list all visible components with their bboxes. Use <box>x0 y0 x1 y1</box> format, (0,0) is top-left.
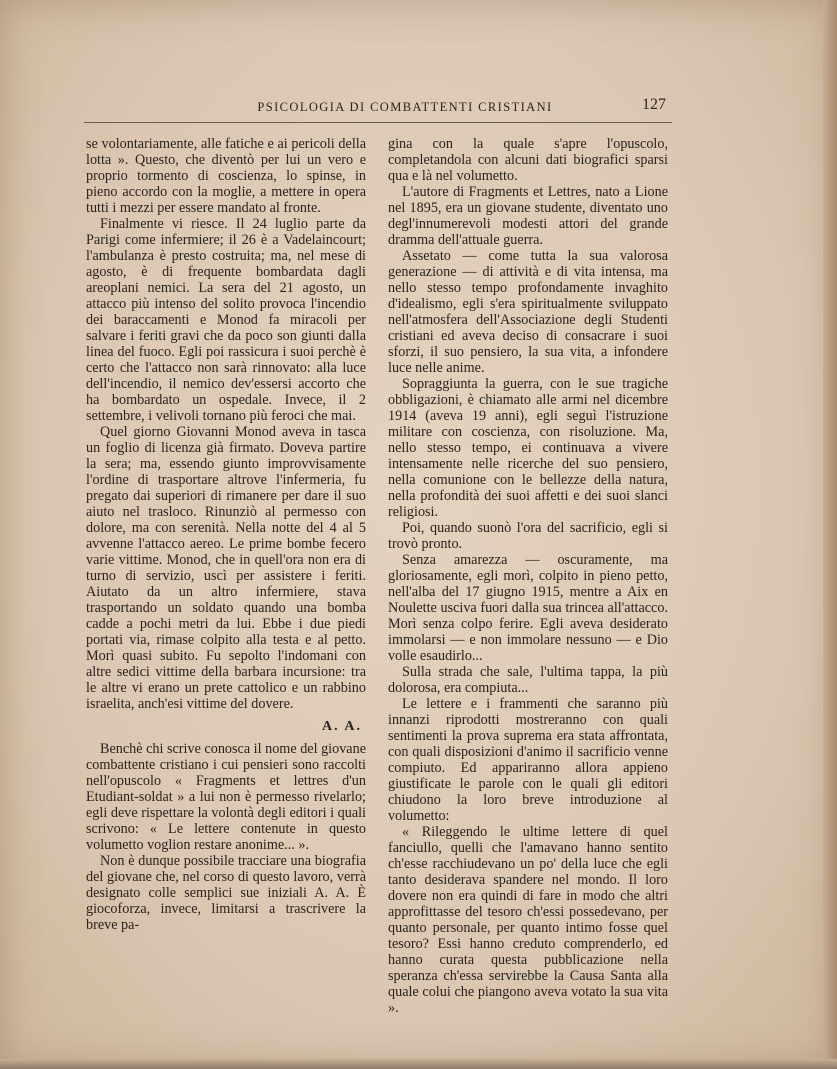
author-initials: A. A. <box>322 719 362 734</box>
paragraph: se volontariamente, alle fatiche e ai pericoli della lotta ». Questo, che diventò per lui un vero e proprio tormento di coscienza, lo spinse, in pieno accordo con la moglie, a mettere in opera tutti i mezzi per essere mandato al fronte. <box>86 136 366 216</box>
page-edge-right <box>823 0 837 1069</box>
header-rule <box>84 122 672 123</box>
paragraph: gina con la quale s'apre l'opuscolo, completandola con alcuni dati biografici sparsi qua e là nel volumetto. <box>388 136 668 184</box>
paragraph: Assetato — come tutta la sua valorosa generazione — di attività e di vita intensa, ma nello stesso tempo profondamente invaghito d'idealismo, egli s'era spiritualmente sviluppato nell'atmosfera dell'Associazione degli Studenti cristiani ed aveva deciso di consacrare i suoi sforzi, il suo pensiero, la sua vita, a infondere luce nelle anime. <box>388 248 668 376</box>
running-head <box>84 96 666 118</box>
page-edge-bottom <box>0 1059 837 1069</box>
right-column <box>388 136 668 1016</box>
paragraph: Sulla strada che sale, l'ultima tappa, la più dolorosa, era compiuta... <box>388 664 668 696</box>
paragraph: Sopraggiunta la guerra, con le sue tragiche obbligazioni, è chiamato alle armi nel dicembre 1914 (aveva 19 anni), egli seguì l'istruzione militare con coscienza, con risoluzione. Ma, nello stesso tempo, ei continuava a vivere intensamente nelle ricerche del suo pensiero, nella comunione con le bellezze della natura, nella profondità dei suoi affetti e dei suoi slanci religiosi. <box>388 376 668 520</box>
paragraph: Finalmente vi riesce. Il 24 luglio parte da Parigi come infermiere; il 26 è a Vadelaincourt; l'ambulanza è presto costruita; ma, nel mese di agosto, è di frequente bombardata dagli areoplani nemici. La sera del 21 agosto, un attacco più intenso del solito provoca l'incendio dei baraccamenti e Monod fa miracoli per salvare i feriti gravi che da poco son giunti dalla linea del fuoco. Egli poi rassicura i suoi perchè è certo che l'attacco non sarà rinnovato: alla luce dell'incendio, il nemico dev'essersi accorto che ha bombardato un ospedale. Invece, il 2 settembre, i velivoli tornano più feroci che mai. <box>86 216 366 424</box>
paragraph: Non è dunque possibile tracciare una biografia del giovane che, nel corso di questo lavoro, verrà designato colle semplici sue iniziali A. A. È giocoforza, invece, limitarsi a trascrivere la breve pa- <box>86 853 366 933</box>
left-column <box>86 136 366 933</box>
paragraph: Benchè chi scrive conosca il nome del giovane combattente cristiano i cui pensieri sono raccolti nell'opuscolo « Fragments et lettres d'un Etudiant-soldat » a lui non è permesso rivelarlo; egli deve rispettare la volontà degli editori i quali scrivono: « Le lettere contenute in questo volumetto voglion restare anonime... ». <box>86 741 366 853</box>
paragraph: Poi, quando suonò l'ora del sacrificio, egli si trovò pronto. <box>388 520 668 552</box>
paragraph: Quel giorno Giovanni Monod aveva in tasca un foglio di licenza già firmato. Doveva partire la sera; ma, essendo giunto improvvisamente l'ordine di trasportare altrove l'infermeria, fu pregato dai superiori di rimanere per dare il suo aiuto nel trasloco. Rinunziò al permesso con dolore, ma con serenità. Nella notte del 4 al 5 avvenne l'attacco aereo. Le prime bombe fecero varie vittime. Monod, che in quell'ora non era di turno di servizio, uscì per assistere i feriti. Aiutato da un altro infermiere, stava trasportando un soldato quando una bomba cadde a pochi metri da lui. Ebbe i due piedi portati via, rimase colpito alla testa e al petto. Morì quasi subito. Fu sepolto l'indomani con altre sedici vittime della barbara incursione: tra le altre vi erano un prete cattolico e un rabbino israelita, anch'esi vittime del dovere. <box>86 424 366 712</box>
quoted-paragraph: « Rileggendo le ultime lettere di quel fanciullo, quelli che l'amavano hanno sentito ch'esse racchiudevano un po' della luce che egli tanto desiderava spandere nel mondo. Il loro dovere non era quindi di fare in modo che altri approfittasse del tesoro ch'essi possedevano, per quanto personale, per quanto intimo fosse quel tesoro? Essi hanno creduto comprenderlo, ed hanno curata questa pubblicazione nella speranza ch'essa servirebbe la Causa Santa alla quale colui che piangono aveva votato la sua vita ». <box>388 824 668 1016</box>
paragraph: Senza amarezza — oscuramente, ma gloriosamente, egli morì, colpito in pieno petto, nell'alba del 17 giugno 1915, mentre a Aix en Noulette usciva fuori dalla sua trincea all'attacco. Morì senza colpo ferire. Egli aveva desiderato immolarsi — e non immolare nessuno — e Dio volle esaudirlo... <box>388 552 668 664</box>
running-head-title: PSICOLOGIA DI COMBATTENTI CRISTIANI <box>257 100 553 114</box>
page-number: 127 <box>642 96 666 113</box>
paragraph: Le lettere e i frammenti che saranno più innanzi riprodotti mostreranno con quali sentimenti la prova suprema era stata affrontata, con quali disposizioni d'animo il sacrificio venne compiuto. Ed appariranno allora appieno giustificate le parole con le quali gli editori chiudono la loro breve introduzione al volumetto: <box>388 696 668 824</box>
paragraph: L'autore di Fragments et Lettres, nato a Lione nel 1895, era un giovane studente, diventato uno degl'innumerevoli modesti attori del grande dramma dell'attuale guerra. <box>388 184 668 248</box>
